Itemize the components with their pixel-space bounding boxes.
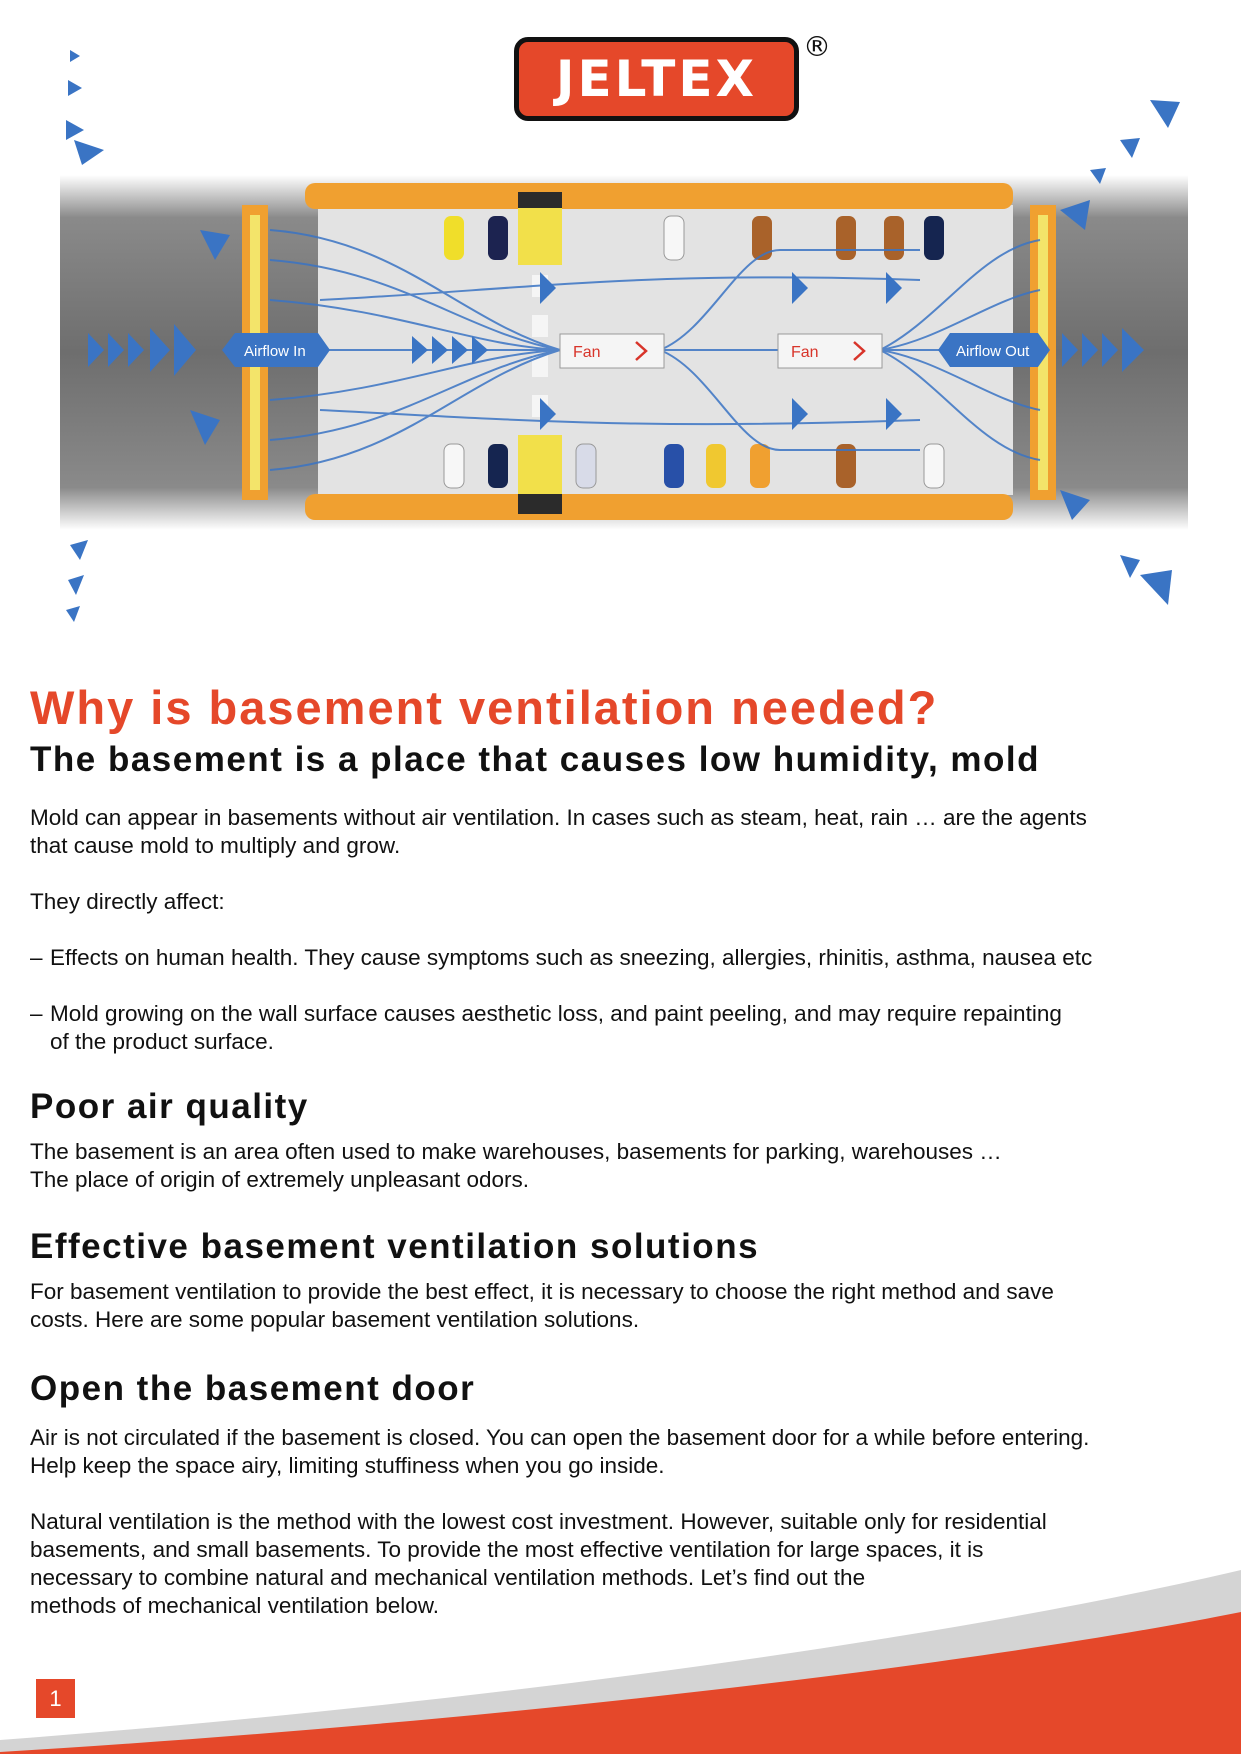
airflow-out-label: Airflow Out xyxy=(956,343,1030,360)
open-door-p1-line-1: Air is not circulated if the basement is closed. You can open the basement door for a while before entering. xyxy=(30,1425,1090,1450)
section-title-solutions: Effective basement ventilation solutions xyxy=(30,1227,760,1266)
airflow-in-label: Airflow In xyxy=(244,343,306,360)
intro-line-2: that cause mold to multiply and grow. xyxy=(30,833,401,858)
open-door-p2-line-1: Natural ventilation is the method with the lowest cost investment. However, suitable only for residential xyxy=(30,1509,1047,1534)
affect-heading: They directly affect: xyxy=(30,889,225,914)
airflow-out-tag xyxy=(938,333,1050,367)
open-door-p1-line-2: Help keep the space airy, limiting stuffiness when you go inside. xyxy=(30,1453,665,1478)
open-door-p2-line-2: basements, and small basements. To provide the most effective ventilation for large spaces, it is xyxy=(30,1537,984,1562)
open-door-p2-line-4: methods of mechanical ventilation below. xyxy=(30,1593,439,1618)
intro-line-1: Mold can appear in basements without air ventilation. In cases such as steam, heat, rain … are the agents xyxy=(30,805,1087,830)
crosswalk-bottom xyxy=(518,435,562,495)
frame-top xyxy=(305,183,1013,209)
effect-item-1-text: Effects on human health. They cause symptoms such as sneezing, allergies, rhinitis, asthma, nausea etc xyxy=(50,945,1093,970)
bottom-wave-decoration xyxy=(0,1540,1241,1754)
subtitle: The basement is a place that causes low humidity, mold xyxy=(30,740,1041,779)
fan-2 xyxy=(778,334,882,368)
dash-mark: – xyxy=(30,945,43,970)
open-door-p2-line-3: necessary to combine natural and mechanical ventilation methods. Let’s find out the xyxy=(30,1565,866,1590)
section-title-air-quality: Poor air quality xyxy=(30,1087,309,1126)
section-title-open-door: Open the basement door xyxy=(30,1369,476,1408)
fan-1-label: Fan xyxy=(573,344,601,361)
brand-logo-text: JELTEX xyxy=(555,50,758,108)
air-quality-line-2: The place of origin of extremely unpleasant odors. xyxy=(30,1167,530,1192)
crosswalk-top xyxy=(518,205,562,265)
ventilation-diagram xyxy=(0,0,1241,660)
effect-item-2 xyxy=(30,1000,1220,1056)
effect-item-2-line-1: Mold growing on the wall surface causes aesthetic loss, and paint peeling, and may require repainting xyxy=(50,1001,1062,1026)
dash-mark: – xyxy=(30,1001,43,1026)
main-title: Why is basement ventilation needed? xyxy=(30,681,939,734)
effect-item-1 xyxy=(30,944,1220,972)
fan-2-label: Fan xyxy=(791,344,819,361)
page-number: 1 xyxy=(36,1679,75,1718)
solutions-line-1: For basement ventilation to provide the best effect, it is necessary to choose the right method and save xyxy=(30,1279,1054,1304)
airflow-in-tag xyxy=(222,333,330,367)
registered-mark: ® xyxy=(803,30,831,63)
frame-bottom xyxy=(305,494,1013,520)
fan-1 xyxy=(560,334,664,368)
article-body xyxy=(30,680,1220,1620)
solutions-line-2: costs. Here are some popular basement ventilation solutions. xyxy=(30,1307,640,1332)
air-quality-line-1: The basement is an area often used to make warehouses, basements for parking, warehouses … xyxy=(30,1139,1002,1164)
effect-item-2-line-2: of the product surface. xyxy=(50,1029,274,1054)
